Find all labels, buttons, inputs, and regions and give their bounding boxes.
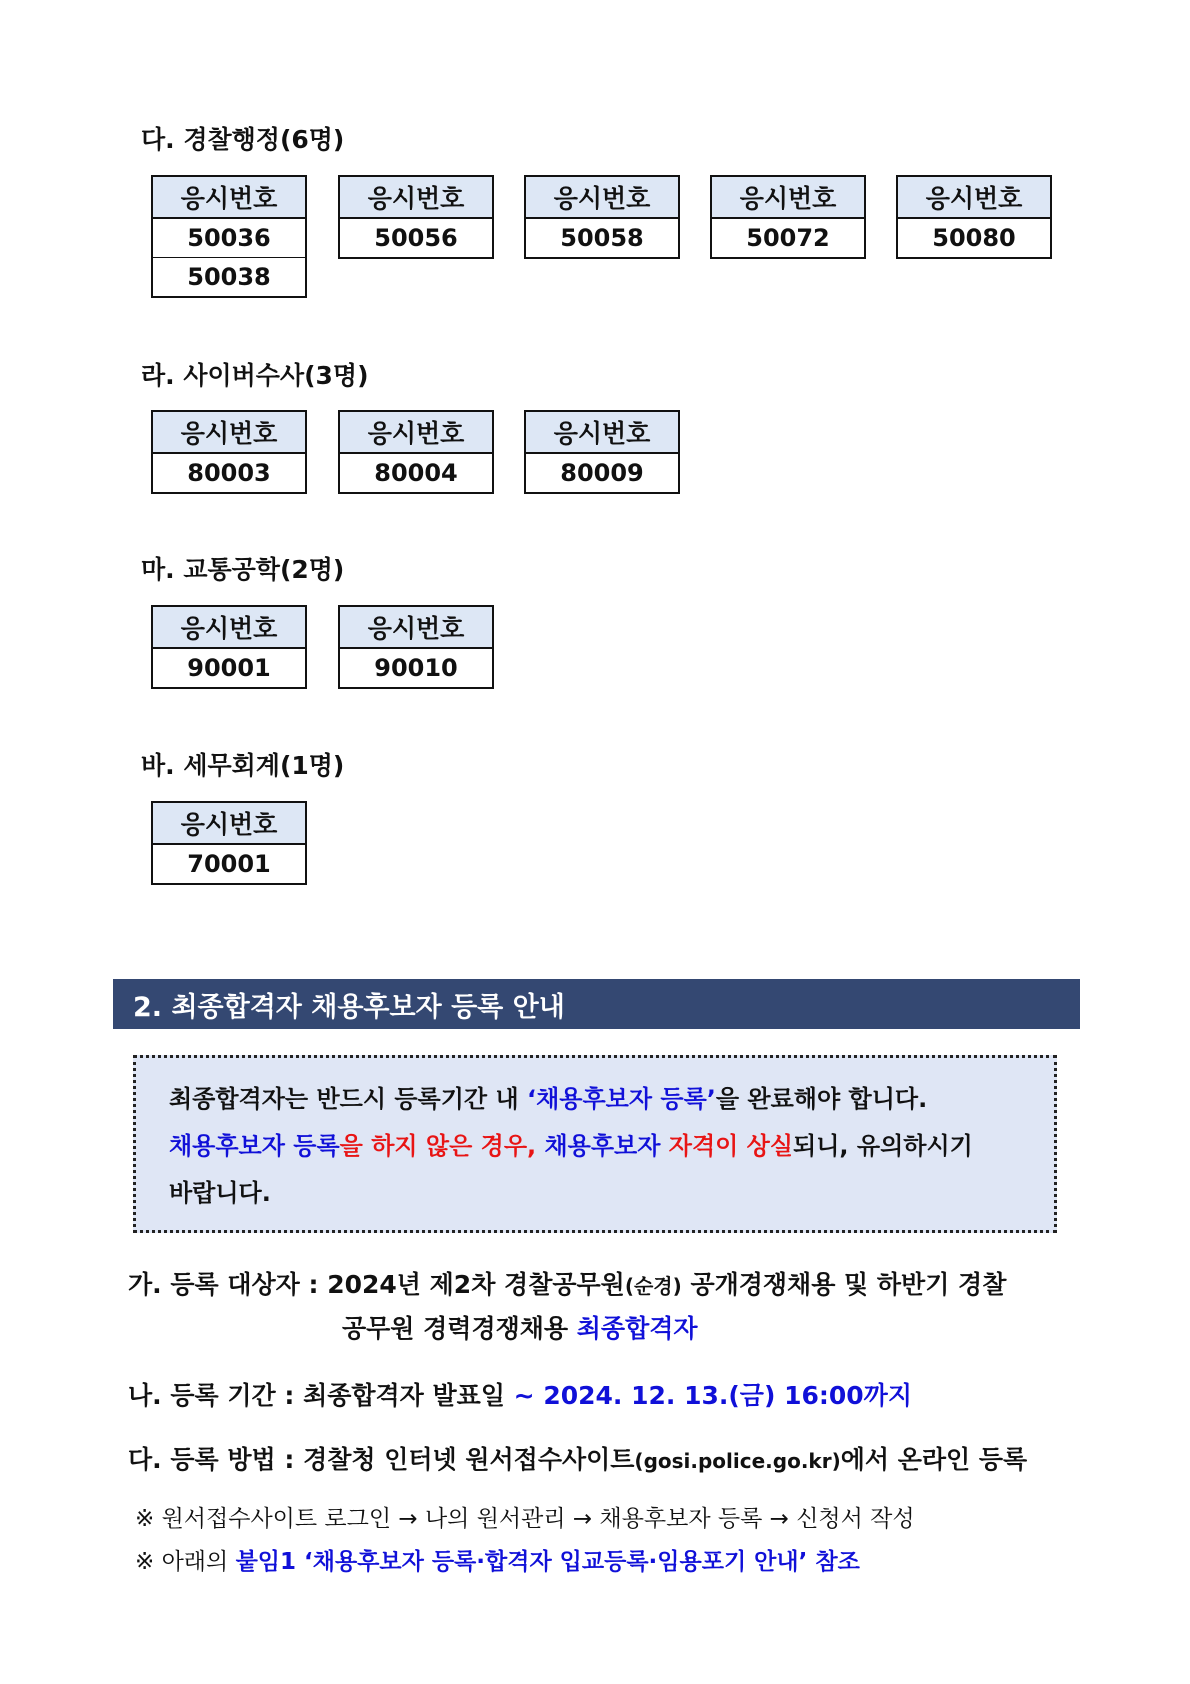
exam-number-cell: 50036 <box>187 224 271 252</box>
item-label: 다. 등록 방법 : <box>128 1445 304 1474</box>
item-target <box>128 1265 1006 1301</box>
notice-text: 을 완료해야 합니다. <box>715 1085 928 1113</box>
exam-number-cell: 50080 <box>932 224 1016 252</box>
section-title-police-admin: 다. 경찰행정(6명) <box>141 125 345 154</box>
exam-number-table <box>151 410 307 494</box>
item-text: 에서 온라인 등록 <box>840 1445 1028 1474</box>
table-header: 응시번호 <box>898 177 1050 219</box>
item-label: 가. 등록 대상자 : <box>128 1270 328 1299</box>
section-heading: 2. 최종합격자 채용후보자 등록 안내 <box>133 991 565 1023</box>
notice-line-3: 바랍니다. <box>169 1179 271 1207</box>
item-highlight: ~ 2024. 12. 13.(금) 16:00까지 <box>513 1381 912 1410</box>
notice-warning: 자격이 상실 <box>660 1132 794 1160</box>
exam-number-cell: 50038 <box>153 257 305 296</box>
notice-line-1 <box>169 1076 1024 1123</box>
exam-number-table <box>151 801 307 885</box>
exam-number-cell: 90010 <box>374 654 458 682</box>
notice-highlight: 채용후보자 <box>544 1132 661 1160</box>
note-highlight: 붙임1 ‘채용후보자 등록·합격자 입교등록·임용포기 안내’ 참조 <box>235 1549 860 1575</box>
table-header: 응시번호 <box>526 412 678 454</box>
note-reference <box>135 1543 860 1576</box>
exam-number-cell: 50058 <box>560 224 644 252</box>
item-highlight: 최종합격자 <box>576 1314 698 1343</box>
section-title-traffic: 마. 교통공학(2명) <box>141 555 345 584</box>
item-text: 공개경쟁채용 및 하반기 경찰 <box>681 1270 1007 1299</box>
table-header: 응시번호 <box>153 803 305 845</box>
note-text: ※ 아래의 <box>135 1549 236 1575</box>
exam-number-cell: 50072 <box>746 224 830 252</box>
exam-number-cell: 90001 <box>187 654 271 682</box>
exam-number-cell: 80003 <box>187 459 271 487</box>
exam-number-table <box>151 605 307 689</box>
exam-number-cell: 50056 <box>374 224 458 252</box>
exam-number-table <box>338 410 494 494</box>
exam-number-table <box>524 175 680 259</box>
exam-number-table <box>896 175 1052 259</box>
item-period <box>128 1376 912 1412</box>
section-title-cyber: 라. 사이버수사(3명) <box>141 361 369 390</box>
table-header: 응시번호 <box>153 412 305 454</box>
exam-number-table <box>338 175 494 259</box>
notice-box <box>133 1055 1057 1233</box>
item-text: 최종합격자 발표일 <box>303 1381 514 1410</box>
item-text-small: (gosi.police.go.kr) <box>634 1449 841 1473</box>
exam-number-cell: 80009 <box>560 459 644 487</box>
exam-number-table <box>524 410 680 494</box>
exam-number-cell: 80004 <box>374 459 458 487</box>
table-header: 응시번호 <box>526 177 678 219</box>
exam-number-table <box>710 175 866 259</box>
notice-highlight: ‘채용후보자 등록’ <box>527 1085 716 1113</box>
table-header: 응시번호 <box>153 607 305 649</box>
notice-text: 되니, 유의하시기 <box>793 1132 973 1160</box>
item-target-line-2 <box>342 1309 698 1345</box>
notice-line-2 <box>169 1123 1024 1170</box>
item-text: 경찰청 인터넷 원서접수사이트 <box>303 1445 635 1474</box>
section-heading-bar <box>113 979 1080 1029</box>
item-label: 나. 등록 기간 : <box>128 1381 304 1410</box>
item-text: 공무원 경력경쟁채용 <box>342 1314 577 1343</box>
exam-number-cell: 70001 <box>187 850 271 878</box>
table-header: 응시번호 <box>340 607 492 649</box>
item-text: 2024년 제2차 경찰공무원 <box>327 1270 625 1299</box>
table-header: 응시번호 <box>340 412 492 454</box>
exam-number-table <box>338 605 494 689</box>
item-method <box>128 1440 1027 1476</box>
section-title-tax: 바. 세무회계(1명) <box>141 751 345 780</box>
item-text-small: (순경) <box>624 1274 682 1298</box>
note-steps: ※ 원서접수사이트 로그인 → 나의 원서관리 → 채용후보자 등록 → 신청서 작성 <box>135 1506 915 1532</box>
table-header: 응시번호 <box>153 177 305 219</box>
exam-number-table <box>151 175 307 298</box>
notice-text: 최종합격자는 반드시 등록기간 내 <box>169 1085 527 1113</box>
notice-highlight: 채용후보자 등록 <box>169 1132 340 1160</box>
table-header: 응시번호 <box>712 177 864 219</box>
notice-warning: 을 하지 않은 경우, <box>339 1132 545 1160</box>
table-header: 응시번호 <box>340 177 492 219</box>
